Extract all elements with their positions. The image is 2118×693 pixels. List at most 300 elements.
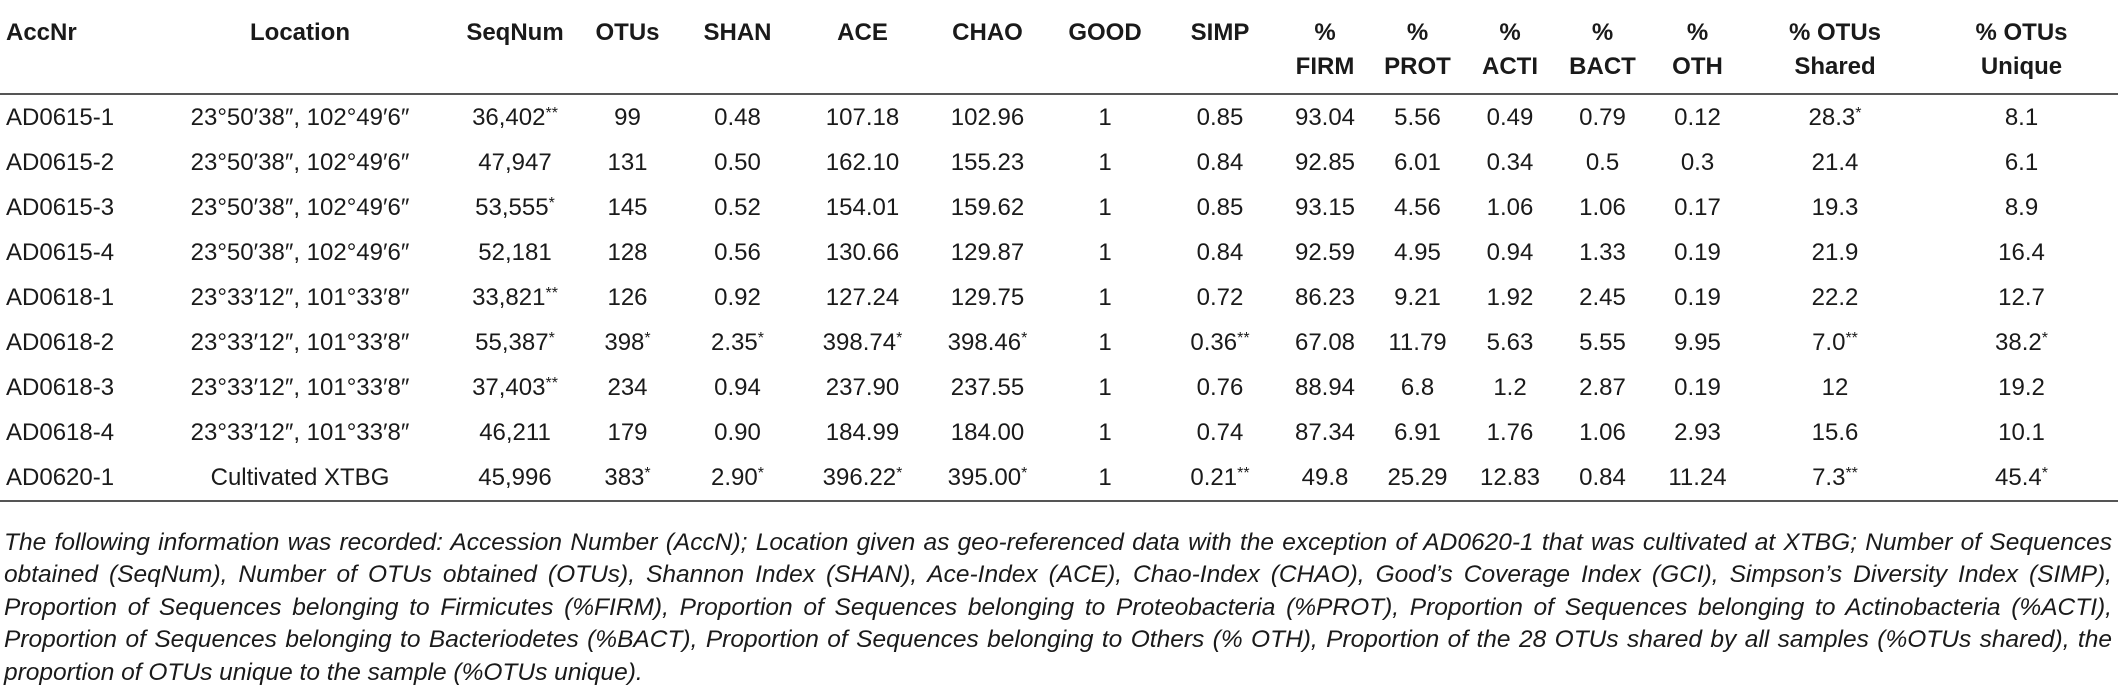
table-cell	[1160, 320, 1280, 365]
table-cell	[450, 410, 580, 455]
table-cell	[1160, 275, 1280, 320]
cell-value: 1.76	[1486, 418, 1534, 446]
cell-value: 155.23	[950, 148, 1025, 176]
cell-value: AD0618-2	[6, 328, 115, 356]
table-cell	[1280, 365, 1370, 410]
cell-value: 107.18	[825, 103, 900, 131]
table-cell	[1555, 185, 1650, 230]
significance-marker: *	[896, 329, 903, 347]
cell-value: 396.22	[822, 463, 897, 491]
table-cell	[1555, 275, 1650, 320]
table-cell	[1160, 230, 1280, 275]
cell-value: 0.50	[714, 148, 761, 176]
table-cell	[450, 140, 580, 185]
cell-value: 398.46	[947, 328, 1022, 356]
cell-value: 2.35	[711, 328, 758, 356]
column-header-line2: FIRM	[1295, 53, 1355, 80]
significance-marker: *	[2041, 464, 2048, 482]
cell-value: 0.19	[1674, 283, 1721, 311]
table-cell	[580, 230, 675, 275]
column-header	[1370, 0, 1465, 94]
cell-value: 130.66	[825, 238, 900, 266]
cell-value: 1	[1098, 283, 1112, 311]
significance-marker: **	[1237, 464, 1250, 482]
cell-value: 129.87	[950, 238, 1025, 266]
table-cell	[1280, 94, 1370, 140]
cell-value: 8.9	[2004, 193, 2039, 221]
table-cell	[1050, 320, 1160, 365]
cell-value: 102.96	[950, 103, 1025, 131]
cell-value: 1.2	[1493, 373, 1527, 401]
table-cell	[925, 94, 1050, 140]
column-header-line1: SeqNum	[466, 19, 564, 46]
cell-value: 7.0	[1812, 328, 1846, 356]
table-cell	[1370, 185, 1465, 230]
table-cell	[450, 230, 580, 275]
table-cell	[1160, 140, 1280, 185]
table-cell	[580, 94, 675, 140]
cell-value: 0.19	[1674, 373, 1721, 401]
cell-value: 0.85	[1196, 193, 1244, 221]
table-cell	[1050, 455, 1160, 501]
cell-value: 1	[1098, 463, 1112, 491]
table-cell	[1280, 275, 1370, 320]
cell-value: 11.24	[1668, 463, 1727, 491]
cell-value: 0.56	[714, 238, 761, 266]
significance-marker: *	[1021, 464, 1028, 482]
table-cell	[0, 320, 150, 365]
cell-value: 53,555	[475, 193, 549, 221]
cell-value: 23°50′38″, 102°49′6″	[190, 148, 410, 176]
table-cell	[1370, 230, 1465, 275]
header-row	[0, 0, 2118, 94]
cell-value: AD0615-3	[6, 193, 115, 221]
table-cell	[1555, 455, 1650, 501]
cell-value: 0.84	[1196, 238, 1244, 266]
cell-value: 23°50′38″, 102°49′6″	[190, 238, 410, 266]
table-cell	[1370, 410, 1465, 455]
column-header-line1: CHAO	[952, 19, 1023, 46]
cell-value: 23°33′12″, 101°33′8″	[190, 418, 410, 446]
cell-value: 2.90	[711, 463, 758, 491]
table-cell	[925, 230, 1050, 275]
table-cell	[150, 410, 450, 455]
significance-marker: *	[1855, 104, 1862, 122]
column-header-line1: %	[1686, 19, 1709, 46]
table-cell	[1050, 365, 1160, 410]
cell-value: 8.1	[2004, 103, 2039, 131]
column-header	[1925, 0, 2118, 94]
cell-value: 55,387	[475, 328, 549, 356]
cell-value: 0.17	[1674, 193, 1721, 221]
cell-value: 5.63	[1486, 328, 1534, 356]
cell-value: 1	[1098, 328, 1112, 356]
cell-value: 398.74	[822, 328, 897, 356]
significance-marker: **	[545, 374, 558, 392]
table-cell	[0, 455, 150, 501]
table-cell	[580, 185, 675, 230]
table-cell	[1465, 410, 1555, 455]
column-header-line1: % OTUs	[1975, 19, 2068, 46]
table-cell	[675, 275, 800, 320]
table-cell	[1925, 230, 2118, 275]
cell-value: 11.79	[1388, 328, 1447, 356]
table-cell	[1370, 94, 1465, 140]
table-cell	[1280, 140, 1370, 185]
cell-value: 49.8	[1301, 463, 1349, 491]
cell-value: 0.92	[714, 283, 761, 311]
significance-marker: *	[1021, 329, 1028, 347]
column-header	[925, 0, 1050, 94]
table-cell	[800, 365, 925, 410]
cell-value: 234	[607, 373, 648, 401]
column-header-line1: SIMP	[1190, 19, 1250, 46]
cell-value: 2.87	[1579, 373, 1626, 401]
cell-value: AD0618-1	[6, 283, 115, 311]
cell-value: 6.91	[1394, 418, 1441, 446]
table-cell	[800, 185, 925, 230]
table-cell	[0, 230, 150, 275]
cell-value: 92.59	[1294, 238, 1356, 266]
column-header	[580, 0, 675, 94]
cell-value: 126	[607, 283, 648, 311]
table-cell	[580, 275, 675, 320]
cell-value: 383	[604, 463, 645, 491]
cell-value: 1.06	[1579, 418, 1626, 446]
cell-value: 86.23	[1294, 283, 1356, 311]
cell-value: 1	[1098, 418, 1112, 446]
table-cell	[1280, 230, 1370, 275]
cell-value: 1.92	[1486, 283, 1534, 311]
table-cell	[1745, 185, 1925, 230]
cell-value: 45,996	[478, 463, 552, 491]
column-header-line1: Location	[250, 19, 350, 46]
table-header	[0, 0, 2118, 94]
table-cell	[450, 185, 580, 230]
cell-value: 1	[1098, 103, 1112, 131]
cell-value: Cultivated XTBG	[210, 463, 390, 491]
cell-value: 12.7	[1998, 283, 2045, 311]
table-cell	[675, 140, 800, 185]
column-header-line1: OTUs	[595, 19, 660, 46]
table-cell	[1555, 410, 1650, 455]
cell-value: 4.95	[1394, 238, 1441, 266]
cell-value: 0.5	[1585, 148, 1620, 176]
cell-value: 0.72	[1196, 283, 1244, 311]
table-row	[0, 275, 2118, 320]
cell-value: AD0618-4	[6, 418, 115, 446]
table-cell	[1925, 185, 2118, 230]
column-header-line2: PROT	[1384, 53, 1451, 80]
table-cell	[925, 320, 1050, 365]
table-cell	[1555, 140, 1650, 185]
table-cell	[580, 140, 675, 185]
table-cell	[1050, 230, 1160, 275]
table-cell	[800, 455, 925, 501]
table-cell	[1650, 94, 1745, 140]
column-header-line2: OTH	[1672, 53, 1723, 80]
table-cell	[580, 410, 675, 455]
cell-value: 0.94	[1486, 238, 1534, 266]
significance-marker: *	[757, 464, 764, 482]
column-header-line1: %	[1406, 19, 1429, 46]
cell-value: 10.1	[1998, 418, 2045, 446]
cell-value: 23°33′12″, 101°33′8″	[190, 328, 410, 356]
table-cell	[0, 410, 150, 455]
column-header-line2: Unique	[1980, 53, 2063, 80]
cell-value: 0.21	[1190, 463, 1238, 491]
cell-value: 0.76	[1196, 373, 1244, 401]
table-cell	[1370, 455, 1465, 501]
significance-marker: **	[1845, 464, 1858, 482]
table-cell	[925, 455, 1050, 501]
cell-value: 16.4	[1998, 238, 2045, 266]
cell-value: 23°50′38″, 102°49′6″	[190, 193, 410, 221]
cell-value: 395.00	[947, 463, 1022, 491]
table-row	[0, 185, 2118, 230]
table-cell	[1160, 455, 1280, 501]
cell-value: 7.3	[1812, 463, 1846, 491]
significance-marker: *	[644, 329, 651, 347]
cell-value: 0.79	[1579, 103, 1626, 131]
cell-value: 6.01	[1394, 148, 1441, 176]
table-cell	[0, 185, 150, 230]
cell-value: 2.45	[1579, 283, 1626, 311]
table-cell	[1280, 455, 1370, 501]
cell-value: 25.29	[1387, 463, 1448, 491]
column-header-line1: %	[1499, 19, 1521, 46]
table-cell	[0, 275, 150, 320]
table-cell	[150, 365, 450, 410]
table-cell	[1650, 140, 1745, 185]
significance-marker: *	[896, 464, 903, 482]
table-cell	[1925, 455, 2118, 501]
table-cell	[1050, 140, 1160, 185]
cell-value: 0.94	[714, 373, 761, 401]
table-cell	[1650, 275, 1745, 320]
table-cell	[1745, 410, 1925, 455]
cell-value: 0.34	[1486, 148, 1534, 176]
table-cell	[1465, 94, 1555, 140]
significance-marker: **	[1237, 329, 1250, 347]
cell-value: 0.12	[1674, 103, 1721, 131]
cell-value: 237.90	[825, 373, 900, 401]
table-row	[0, 365, 2118, 410]
table-cell	[450, 275, 580, 320]
table-cell	[1160, 94, 1280, 140]
cell-value: 52,181	[478, 238, 552, 266]
cell-value: 0.90	[714, 418, 761, 446]
column-header	[450, 0, 580, 94]
cell-value: 33,821	[472, 283, 546, 311]
cell-value: 67.08	[1294, 328, 1356, 356]
table-cell	[1650, 410, 1745, 455]
cell-value: AD0615-2	[6, 148, 115, 176]
cell-value: 93.15	[1294, 193, 1356, 221]
cell-value: 9.95	[1674, 328, 1721, 356]
table-cell	[800, 230, 925, 275]
cell-value: 1.33	[1579, 238, 1626, 266]
cell-value: 129.75	[950, 283, 1025, 311]
table-cell	[1925, 365, 2118, 410]
table-cell	[1050, 410, 1160, 455]
cell-value: 159.62	[950, 193, 1025, 221]
column-header-line1: ACE	[837, 19, 888, 46]
significance-marker: *	[548, 329, 555, 347]
cell-value: 0.84	[1579, 463, 1626, 491]
table-row	[0, 455, 2118, 501]
table-cell	[1650, 365, 1745, 410]
table-cell	[925, 410, 1050, 455]
cell-value: 1	[1098, 148, 1112, 176]
column-header	[1465, 0, 1555, 94]
cell-value: 184.00	[950, 418, 1025, 446]
cell-value: 12	[1821, 373, 1849, 401]
table-cell	[1280, 410, 1370, 455]
cell-value: 4.56	[1394, 193, 1441, 221]
cell-value: 19.2	[1998, 373, 2045, 401]
column-header-line1: % OTUs	[1788, 19, 1881, 46]
table-cell	[450, 365, 580, 410]
column-header	[675, 0, 800, 94]
table-cell	[1160, 410, 1280, 455]
table-cell	[1465, 230, 1555, 275]
cell-value: 21.4	[1811, 148, 1859, 176]
cell-value: 15.6	[1811, 418, 1859, 446]
table-cell	[1650, 185, 1745, 230]
cell-value: 0.49	[1486, 103, 1534, 131]
cell-value: 6.1	[2004, 148, 2039, 176]
column-header	[800, 0, 925, 94]
cell-value: 128	[607, 238, 648, 266]
cell-value: 12.83	[1479, 463, 1541, 491]
cell-value: 23°33′12″, 101°33′8″	[190, 373, 410, 401]
table-cell	[150, 185, 450, 230]
table-cell	[1050, 94, 1160, 140]
cell-value: 38.2	[1995, 328, 2042, 356]
cell-value: 1.06	[1579, 193, 1626, 221]
table-cell	[1465, 275, 1555, 320]
cell-value: 5.55	[1579, 328, 1626, 356]
table-cell	[1370, 275, 1465, 320]
cell-value: 0.85	[1196, 103, 1244, 131]
cell-value: 0.84	[1196, 148, 1244, 176]
table-cell	[1745, 230, 1925, 275]
table-row	[0, 140, 2118, 185]
table-cell	[1465, 185, 1555, 230]
table-cell	[925, 140, 1050, 185]
table-cell	[1160, 185, 1280, 230]
table-cell	[150, 320, 450, 365]
table-cell	[1555, 320, 1650, 365]
table-row	[0, 230, 2118, 275]
column-header-line2: BACT	[1569, 53, 1636, 80]
table-cell	[1745, 365, 1925, 410]
table-row	[0, 94, 2118, 140]
table-cell	[580, 455, 675, 501]
table-cell	[150, 275, 450, 320]
cell-value: 145	[607, 193, 648, 221]
column-header	[1650, 0, 1745, 94]
table-cell	[1160, 365, 1280, 410]
cell-value: 398	[604, 328, 645, 356]
column-header-line1: GOOD	[1068, 19, 1142, 46]
column-header	[1555, 0, 1650, 94]
table-cell	[1925, 275, 2118, 320]
table-footnote: The following information was recorded: Accession Number (AccN); Location given as geo-referenced data with the exception of AD0620-1 that was cultivated at XTBG; Number of Sequences obtained (SeqNum), Number of OTUs obtained (OTUs), Shannon Index (SHAN), Ace-Index (ACE), Chao-Index (CHAO), Good’s Coverage Index (GCI), Simpson’s Diversity Index (SIMP), Proportion of Sequences belonging to Firmicutes (%FIRM), Proportion of Sequences belonging to Proteobacteria (%PROT), Proportion of Sequences belonging to Actinobacteria (%ACTI), Proportion of Sequences belonging to Bacteriodetes (%BACT), Proportion of Sequences belonging to Others (% OTH), Proportion of the 28 OTUs shared by all samples (%OTUs shared), the proportion of OTUs unique to the sample (%OTUs unique).	[4, 528, 2112, 686]
table-cell	[925, 275, 1050, 320]
cell-value: 23°33′12″, 101°33′8″	[190, 283, 410, 311]
table-cell	[675, 365, 800, 410]
cell-value: AD0620-1	[6, 463, 115, 491]
table-cell	[1465, 320, 1555, 365]
table-cell	[450, 94, 580, 140]
cell-value: 0.52	[714, 193, 761, 221]
table-cell	[1370, 320, 1465, 365]
column-header	[1160, 0, 1280, 94]
column-header-line1: AccNr	[6, 19, 77, 46]
table-cell	[450, 320, 580, 365]
table-cell	[1745, 94, 1925, 140]
significance-marker: *	[644, 464, 651, 482]
significance-marker: **	[545, 284, 558, 302]
table-cell	[1465, 365, 1555, 410]
table-cell	[1555, 230, 1650, 275]
cell-value: 0.3	[1680, 148, 1715, 176]
table-cell	[150, 94, 450, 140]
table-cell	[800, 94, 925, 140]
column-header	[0, 0, 150, 94]
table-cell	[1050, 185, 1160, 230]
table-cell	[800, 320, 925, 365]
cell-value: 99	[614, 103, 641, 131]
table-cell	[1925, 320, 2118, 365]
column-header-line1: %	[1314, 19, 1336, 46]
cell-value: 0.48	[714, 103, 761, 131]
cell-value: 0.36	[1190, 328, 1238, 356]
table-cell	[675, 320, 800, 365]
table-cell	[800, 140, 925, 185]
cell-value: 36,402	[472, 103, 546, 131]
table-cell	[1280, 185, 1370, 230]
cell-value: AD0618-3	[6, 373, 115, 401]
cell-value: 9.21	[1394, 283, 1441, 311]
significance-marker: **	[1845, 329, 1858, 347]
table-cell	[580, 365, 675, 410]
table-cell	[0, 365, 150, 410]
column-header	[1280, 0, 1370, 94]
table-cell	[1050, 275, 1160, 320]
significance-marker: **	[545, 104, 558, 122]
cell-value: 127.24	[825, 283, 900, 311]
cell-value: 154.01	[825, 193, 900, 221]
cell-value: 93.04	[1294, 103, 1356, 131]
column-header	[1050, 0, 1160, 94]
table-cell	[1745, 140, 1925, 185]
cell-value: AD0615-1	[6, 103, 115, 131]
cell-value: 179	[607, 418, 648, 446]
table-cell	[1650, 230, 1745, 275]
column-header	[150, 0, 450, 94]
table-cell	[150, 455, 450, 501]
table-cell	[1465, 140, 1555, 185]
table-cell	[675, 230, 800, 275]
table-cell	[1925, 410, 2118, 455]
table-cell	[1745, 320, 1925, 365]
table-cell	[1465, 455, 1555, 501]
table-cell	[1370, 140, 1465, 185]
cell-value: 237.55	[950, 373, 1025, 401]
